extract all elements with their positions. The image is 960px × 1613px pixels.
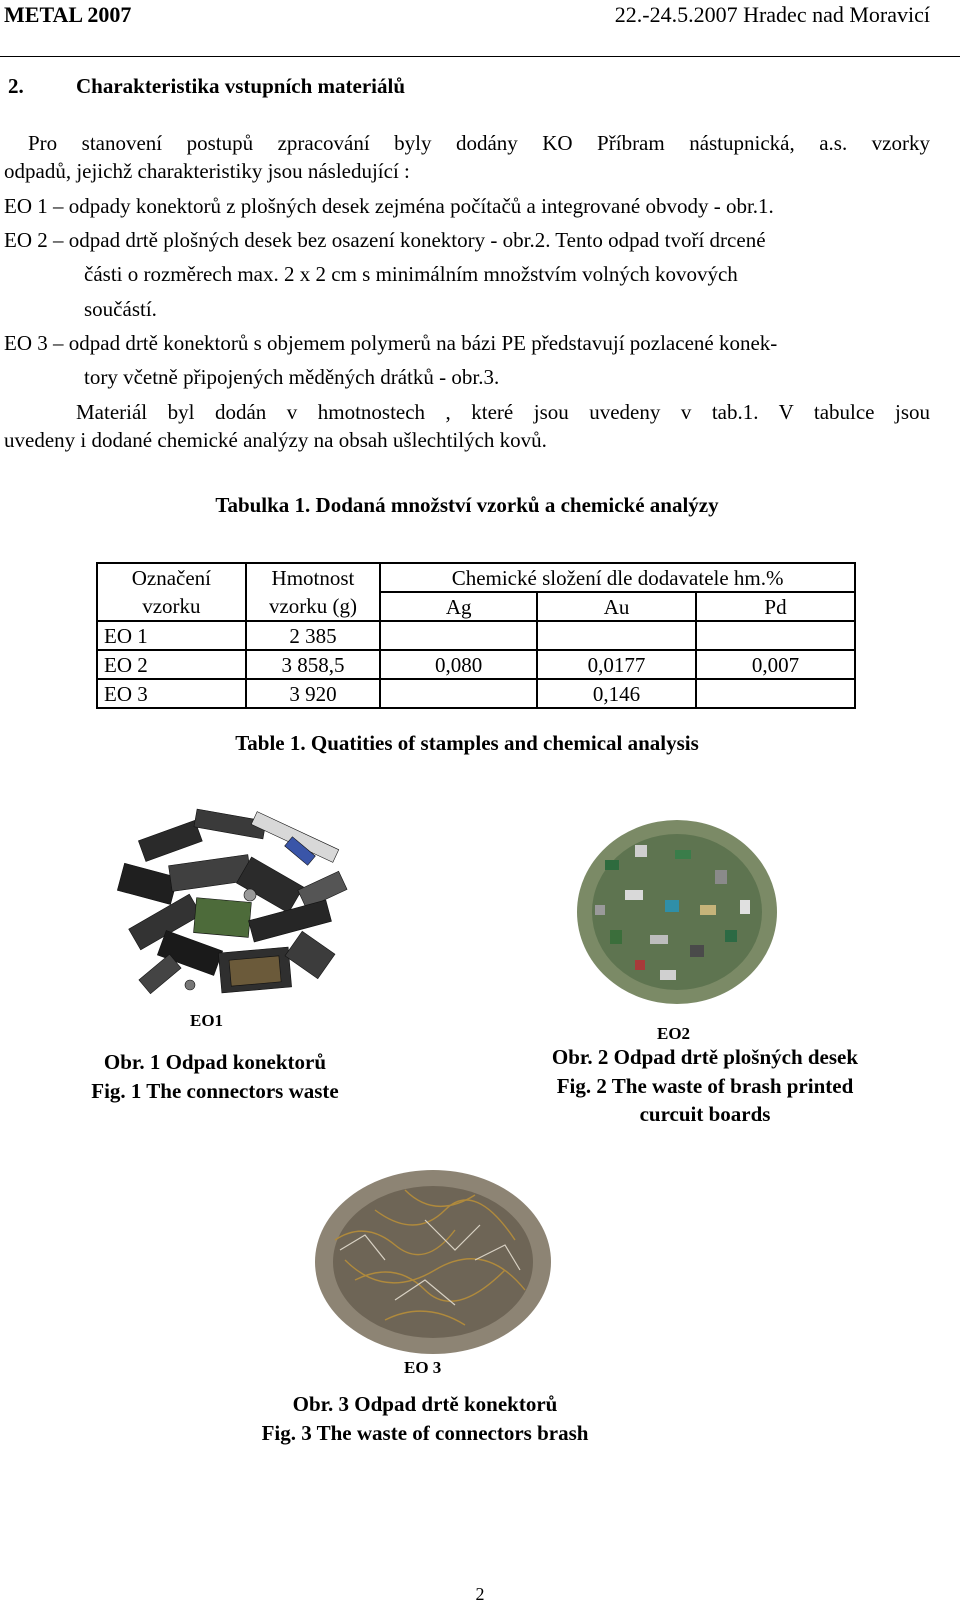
intro-line-2: odpadů, jejichž charakteristiky jsou následující : — [4, 159, 410, 183]
header-au: Au — [537, 592, 696, 621]
connectors-waste-photo — [100, 800, 360, 1020]
material-line-1: Materiál byl dodán v hmotnostech , které jsou uvedeny v tab.1. V tabulce jsou — [76, 400, 930, 424]
header-designation-2: vzorku — [97, 592, 246, 621]
figure-2-caption-cz: Obr. 2 Odpad drtě plošných desek — [551, 1045, 859, 1069]
header-pd: Pd — [696, 592, 855, 621]
figure-1-caption-en: Fig. 1 The connectors waste — [91, 1079, 339, 1103]
cell-pd — [696, 621, 855, 650]
pcb-photo-illustration — [565, 810, 790, 1015]
header-date-place: 22.-24.5.2007 Hradec nad Moravicí — [614, 2, 930, 27]
intro-line-1: Pro stanovení postupů zpracování byly dodány KO Příbram nástupnická, a.s. vzorky — [28, 131, 930, 155]
table-row — [97, 679, 855, 708]
header-mass-2: vzorku (g) — [246, 592, 380, 621]
figure-3-label: EO 3 — [404, 1358, 442, 1377]
header-divider — [0, 56, 960, 57]
section-title: Charakteristika vstupních materiálů — [76, 74, 406, 98]
cell-pd: 0,007 — [696, 650, 855, 679]
cell-mass: 3 920 — [246, 679, 380, 708]
eo1-description: EO 1 – odpady konektorů z plošných desek zejména počítačů a integrované obvody - obr.1. — [4, 194, 774, 218]
cell-pd — [696, 679, 855, 708]
table-caption-en: Table 1. Quatities of stamples and chemical analysis — [235, 731, 699, 755]
cell-au — [537, 621, 696, 650]
table-header-row — [97, 592, 855, 621]
table-header-row — [97, 563, 855, 592]
figure-2-label: EO2 — [657, 1024, 691, 1043]
header-ag: Ag — [380, 592, 537, 621]
cell-label: EO 2 — [97, 650, 246, 679]
cell-mass: 3 858,5 — [246, 650, 380, 679]
material-line-2: uvedeny i dodané chemické analýzy na obsah ušlechtilých kovů. — [4, 428, 547, 452]
eo3-description-line-2: tory včetně připojených měděných drátků - obr.3. — [84, 365, 500, 389]
pcb-brash-photo — [565, 810, 790, 1015]
figure-3-caption-en: Fig. 3 The waste of connectors brash — [261, 1421, 589, 1445]
cell-ag — [380, 679, 537, 708]
cell-mass: 2 385 — [246, 621, 380, 650]
eo2-description-line-1: EO 2 – odpad drtě plošných desek bez osazení konektory - obr.2. Tento odpad tvoří drcené — [4, 228, 766, 252]
figure-1-label: EO1 — [190, 1011, 224, 1030]
header-title: METAL 2007 — [4, 2, 132, 27]
figure-1-caption-cz: Obr. 1 Odpad konektorů — [103, 1050, 327, 1074]
eo2-description-line-2: části o rozměrech max. 2 x 2 cm s minimálním množstvím volných kovových — [84, 262, 738, 286]
cell-ag: 0,080 — [380, 650, 537, 679]
data-table — [96, 562, 856, 709]
header-designation: Označení — [97, 563, 246, 592]
table-row — [97, 650, 855, 679]
cell-label: EO 3 — [97, 679, 246, 708]
header-chemical-composition: Chemické složení dle dodavatele hm.% — [380, 563, 855, 592]
eo3-description-line-1: EO 3 – odpad drtě konektorů s objemem polymerů na bázi PE představují pozlacené konek- — [4, 331, 778, 355]
cell-au: 0,146 — [537, 679, 696, 708]
eo2-description-line-3: součástí. — [84, 297, 157, 321]
cell-ag — [380, 621, 537, 650]
page-number: 2 — [475, 1584, 485, 1604]
table-caption-cz: Tabulka 1. Dodaná množství vzorků a chemické analýzy — [215, 493, 719, 517]
connectors-brash-illustration — [305, 1150, 555, 1380]
cell-label: EO 1 — [97, 621, 246, 650]
cell-au: 0,0177 — [537, 650, 696, 679]
table-row — [97, 621, 855, 650]
header-mass: Hmotnost — [246, 563, 380, 592]
connectors-photo-illustration — [100, 800, 360, 1020]
connectors-brash-photo — [305, 1150, 555, 1380]
figure-2-caption-en-1: Fig. 2 The waste of brash printed — [556, 1074, 854, 1098]
section-number: 2. — [8, 74, 24, 98]
figure-2-caption-en-2: curcuit boards — [639, 1102, 771, 1126]
section-heading — [8, 74, 405, 99]
figure-3-caption-cz: Obr. 3 Odpad drtě konektorů — [292, 1392, 558, 1416]
